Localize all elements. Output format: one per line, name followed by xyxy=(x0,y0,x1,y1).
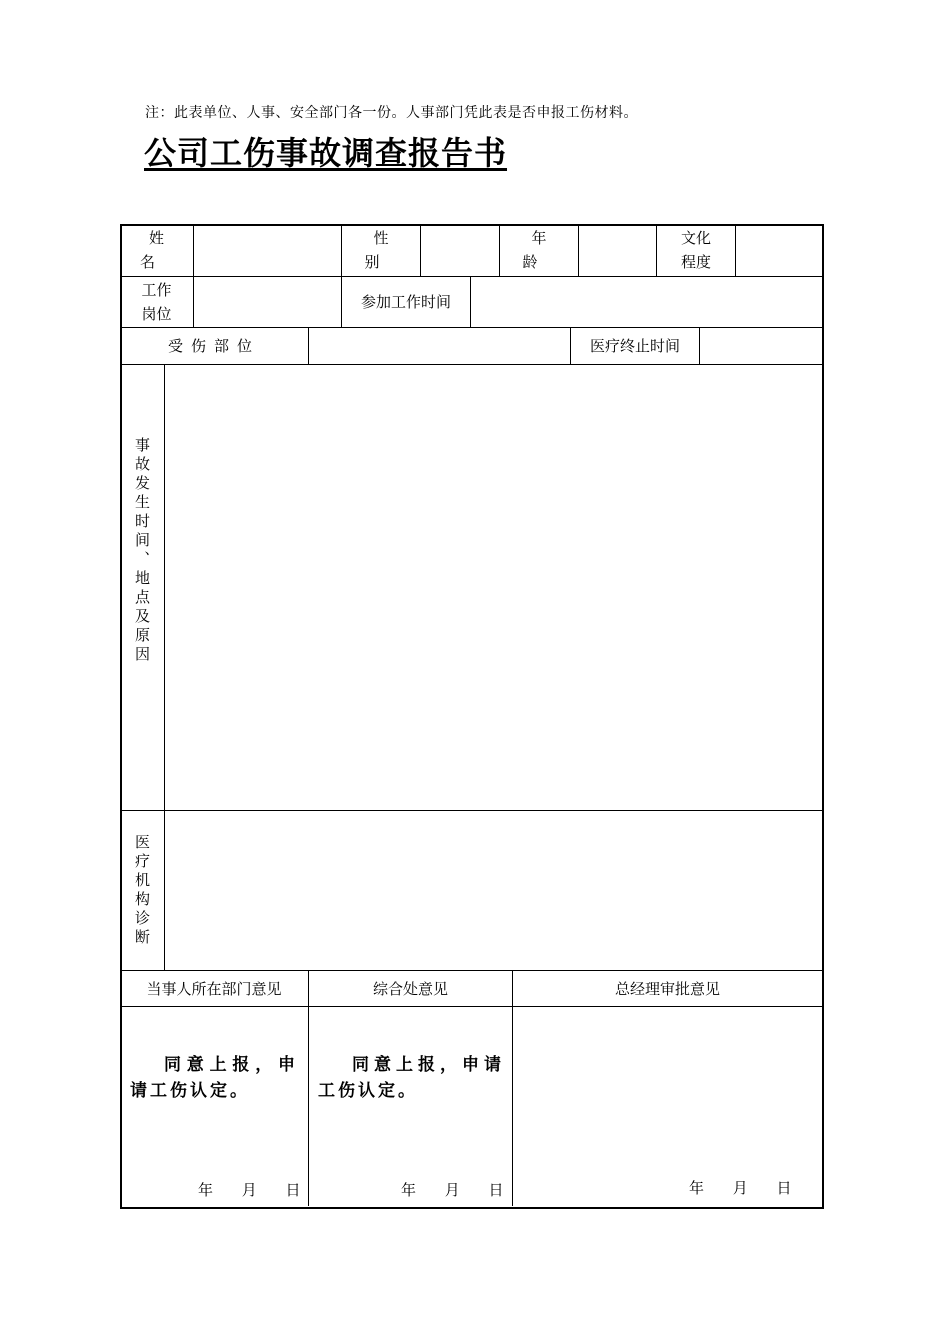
gender-label: 性别 xyxy=(364,229,407,271)
post-field[interactable] xyxy=(194,276,341,327)
gm-approval-date: 年 月 日 xyxy=(689,1179,792,1197)
age-label: 年龄 xyxy=(522,229,565,271)
education-label-line1: 文化 xyxy=(680,229,711,247)
post-label xyxy=(120,276,193,327)
accident-field[interactable] xyxy=(165,365,822,810)
education-field[interactable] xyxy=(736,224,822,276)
general-opinion-date: 年 月 日 xyxy=(401,1181,504,1199)
accident-label: 事故发生时间、地点及原因 xyxy=(133,437,151,665)
post-label-line1: 工作 xyxy=(141,280,172,299)
treatment-end-label: 医疗终止时间 xyxy=(589,336,680,355)
gm-approval-label: 总经理审批意见 xyxy=(614,979,720,998)
name-label: 姓名 xyxy=(139,229,182,271)
gender-field[interactable] xyxy=(421,224,499,276)
education-label-line2: 程度 xyxy=(680,253,711,271)
dept-opinion-text: 同意上报，申请工伤认定。 xyxy=(130,1055,298,1101)
name-field[interactable] xyxy=(194,224,341,276)
injured-part-field[interactable] xyxy=(309,327,570,364)
report-form xyxy=(120,224,824,1209)
diagnosis-label: 医疗机构诊断 xyxy=(133,833,151,948)
general-opinion-text: 同意上报，申请工伤认定。 xyxy=(318,1055,504,1101)
treatment-end-field[interactable] xyxy=(700,327,822,364)
row-divider xyxy=(120,1006,822,1007)
injured-part-label: 受伤部位 xyxy=(167,336,260,355)
note-text: 注：此表单位、人事、安全部门各一份。人事部门凭此表是否申报工伤材料。 xyxy=(145,105,638,121)
work-start-field[interactable] xyxy=(471,276,822,327)
age-field[interactable] xyxy=(579,224,656,276)
education-label xyxy=(657,224,735,276)
work-start-label: 参加工作时间 xyxy=(360,292,451,311)
post-label-line2: 岗位 xyxy=(141,304,172,323)
diagnosis-field[interactable] xyxy=(165,811,822,970)
dept-opinion-label: 当事人所在部门意见 xyxy=(146,979,282,998)
general-opinion-label: 综合处意见 xyxy=(372,979,448,998)
page-title: 公司工伤事故调查报告书 xyxy=(144,134,508,172)
dept-opinion-date: 年 月 日 xyxy=(198,1181,301,1199)
